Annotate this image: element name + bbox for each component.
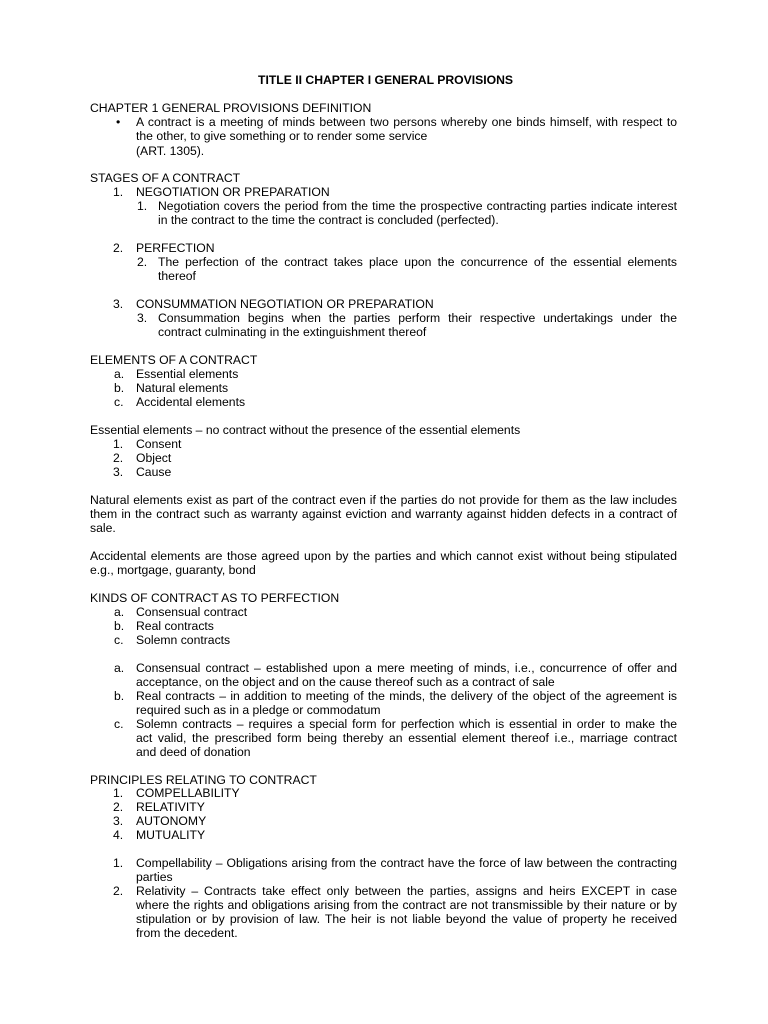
list-item: Solemn contracts	[136, 633, 231, 647]
stage-description-line: thereof	[158, 269, 196, 283]
accidental-elements-paragraph: Accidental elements are those agreed upon by the parties and which cannot exist without being stipulated	[90, 549, 677, 563]
definition-line: A contract is a meeting of minds between two persons whereby one binds himself, with respect to	[136, 115, 677, 129]
document-title: TITLE II CHAPTER I GENERAL PROVISIONS	[258, 73, 514, 87]
list-marker: 1.	[113, 786, 124, 800]
stage-label: PERFECTION	[136, 241, 215, 255]
bullet-marker: •	[116, 115, 121, 129]
section-heading-kinds: KINDS OF CONTRACT AS TO PERFECTION	[90, 591, 340, 605]
definition-line: the other, to give something or to render some service	[136, 129, 428, 143]
section-heading-stages: STAGES OF A CONTRACT	[90, 171, 241, 185]
principles-detail-line: from the decedent.	[136, 926, 238, 940]
stage-description-line: Negotiation covers the period from the time the prospective contracting parties indicate interest	[158, 199, 677, 213]
list-item: Consent	[136, 437, 182, 451]
accidental-elements-paragraph: e.g., mortgage, guaranty, bond	[90, 563, 256, 577]
natural-elements-paragraph: them in the contract such as warranty against eviction and warranty against hidden defects in a contract of	[90, 507, 677, 521]
list-marker: 2.	[113, 451, 124, 465]
stage-description-line: The perfection of the contract takes place upon the concurrence of the essential elements	[158, 255, 677, 269]
list-item: Consensual contract	[136, 605, 248, 619]
list-item: COMPELLABILITY	[136, 786, 240, 800]
list-marker: c.	[114, 395, 124, 409]
stage-description-line: Consummation begins when the parties perform their respective undertakings under the	[158, 311, 677, 325]
kinds-detail-line: Real contracts – in addition to meeting of the minds, the delivery of the object of the agreement is	[136, 689, 677, 703]
list-marker: b.	[114, 619, 125, 633]
list-item: Accidental elements	[136, 395, 246, 409]
list-marker: a.	[114, 605, 125, 619]
list-marker: 2.	[113, 800, 124, 814]
list-marker: 1.	[113, 185, 124, 199]
list-marker: 1.	[113, 437, 124, 451]
kinds-detail-line: acceptance, on the object and on the cause thereof such as a contract of sale	[136, 675, 555, 689]
list-item: Object	[136, 451, 172, 465]
list-item: Real contracts	[136, 619, 214, 633]
list-marker: a.	[114, 367, 125, 381]
section-heading-principles: PRINCIPLES RELATING TO CONTRACT	[90, 773, 317, 787]
list-marker: 3.	[137, 311, 148, 325]
list-marker: 2.	[113, 241, 124, 255]
list-marker: 2.	[137, 255, 148, 269]
section-heading-elements: ELEMENTS OF A CONTRACT	[90, 353, 258, 367]
list-marker: 2.	[113, 884, 124, 898]
list-marker: b.	[114, 689, 125, 703]
list-item: Cause	[136, 465, 172, 479]
list-marker: 3.	[113, 297, 124, 311]
list-item: MUTUALITY	[136, 828, 206, 842]
list-marker: 3.	[113, 465, 124, 479]
list-item: AUTONOMY	[136, 814, 207, 828]
list-marker: c.	[114, 633, 124, 647]
kinds-detail-line: and deed of donation	[136, 745, 251, 759]
list-marker: a.	[114, 661, 125, 675]
natural-elements-paragraph: Natural elements exist as part of the contract even if the parties do not provide for them as the law includes	[90, 493, 677, 507]
stage-label: NEGOTIATION OR PREPARATION	[136, 185, 330, 199]
kinds-detail-line: Consensual contract – established upon a mere meeting of minds, i.e., concurrence of offer and	[136, 661, 677, 675]
essential-elements-heading: Essential elements – no contract without the presence of the essential elements	[90, 423, 521, 437]
principles-detail-line: where the rights and obligations arising from the contract are not transmissible by their nature or by	[136, 898, 677, 912]
natural-elements-paragraph: sale.	[90, 521, 116, 535]
list-marker: c.	[114, 717, 124, 731]
kinds-detail-line: required such as in a pledge or commodatum	[136, 703, 381, 717]
list-marker: 3.	[113, 814, 124, 828]
list-marker: 1.	[137, 199, 148, 213]
list-item: Natural elements	[136, 381, 229, 395]
principles-detail-line: Compellability – Obligations arising from the contract have the force of law between the contracting	[136, 856, 677, 870]
section-heading-definition: CHAPTER 1 GENERAL PROVISIONS DEFINITION	[90, 101, 372, 115]
stage-label: CONSUMMATION NEGOTIATION OR PREPARATION	[136, 297, 434, 311]
kinds-detail-line: act valid, the prescribed form being thereby an essential element thereof i.e., marriage contract	[136, 731, 677, 745]
stage-description-line: in the contract to the time the contract is concluded (perfected).	[158, 213, 499, 227]
stage-description-line: contract culminating in the extinguishment thereof	[158, 325, 427, 339]
definition-line: (ART. 1305).	[136, 144, 205, 158]
list-marker: 1.	[113, 856, 124, 870]
list-item: RELATIVITY	[136, 800, 205, 814]
kinds-detail-line: Solemn contracts – requires a special form for perfection which is essential in order to make the	[136, 717, 677, 731]
principles-detail-line: stipulation or by provision of law. The heir is not liable beyond the value of property he received	[136, 912, 677, 926]
list-marker: b.	[114, 381, 125, 395]
list-item: Essential elements	[136, 367, 239, 381]
principles-detail-line: parties	[136, 870, 173, 884]
list-marker: 4.	[113, 828, 124, 842]
principles-detail-line: Relativity – Contracts take effect only between the parties, assigns and heirs EXCEPT in case	[136, 884, 677, 898]
